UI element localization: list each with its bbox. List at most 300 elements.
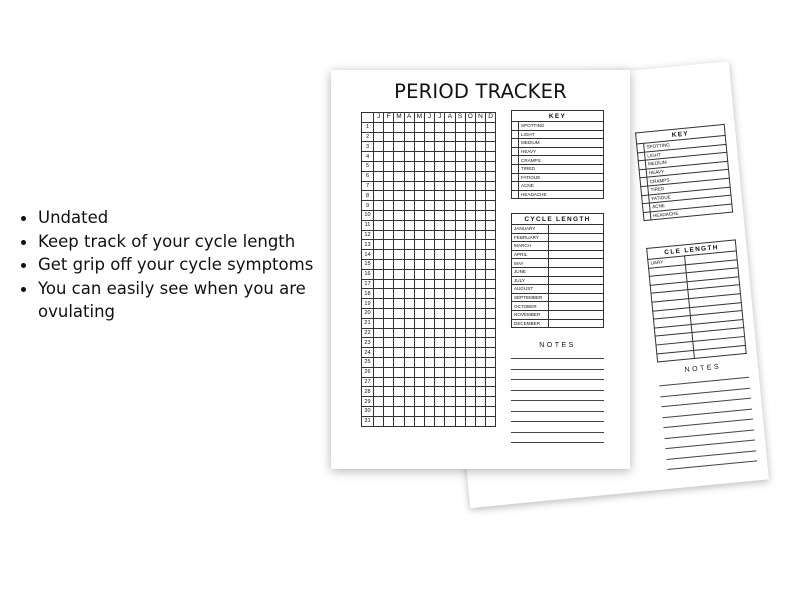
day-row: [362, 377, 496, 387]
day-cell: [374, 240, 384, 250]
day-number-cell: 4: [362, 152, 374, 162]
day-cell: [384, 357, 394, 367]
day-cell: [374, 220, 384, 230]
day-cell: [424, 181, 434, 191]
day-cell: [455, 250, 465, 260]
day-cell: [414, 171, 424, 181]
day-cell: [384, 220, 394, 230]
day-cell: [475, 161, 485, 171]
day-number-cell: 29: [362, 397, 374, 407]
day-cell: [404, 269, 414, 279]
day-cell: [414, 250, 424, 260]
day-number-cell: 11: [362, 220, 374, 230]
day-cell: [424, 348, 434, 358]
day-cell: [465, 289, 475, 299]
day-number-cell: 5: [362, 161, 374, 171]
list-row: [512, 147, 604, 156]
day-cell: [414, 367, 424, 377]
day-cell: [455, 201, 465, 211]
notes-line: [511, 358, 604, 359]
day-number-cell: 7: [362, 181, 374, 191]
month-label: FEBRUARY: [512, 233, 549, 242]
cycle-value-cell: [549, 267, 604, 276]
day-cell: [486, 377, 496, 387]
day-cell: [455, 357, 465, 367]
day-number-cell: 12: [362, 230, 374, 240]
month-header-cell: A: [445, 113, 455, 123]
day-number-cell: 24: [362, 348, 374, 358]
day-cell: [465, 259, 475, 269]
day-cell: [394, 318, 404, 328]
day-cell: [475, 250, 485, 260]
day-cell: [465, 308, 475, 318]
day-cell: [455, 397, 465, 407]
day-number-cell: 14: [362, 250, 374, 260]
day-cell: [455, 377, 465, 387]
day-cell: [384, 240, 394, 250]
day-cell: [475, 210, 485, 220]
cycle-value-cell: [549, 242, 604, 251]
day-cell: [404, 289, 414, 299]
day-cell: [486, 181, 496, 191]
day-cell: [374, 348, 384, 358]
day-cell: [394, 240, 404, 250]
day-cell: [455, 367, 465, 377]
day-cell: [475, 171, 485, 181]
notes-line: [662, 408, 752, 418]
day-cell: [414, 210, 424, 220]
notes-line: [511, 421, 604, 422]
day-cell: [394, 210, 404, 220]
day-cell: [404, 161, 414, 171]
day-cell: [394, 161, 404, 171]
day-cell: [486, 328, 496, 338]
month-row: [512, 242, 604, 251]
day-cell: [404, 259, 414, 269]
month-label: SEPTEMBER: [512, 293, 549, 302]
back-notes-title: NOTES: [684, 363, 722, 374]
day-cell: [455, 406, 465, 416]
day-cell: [384, 250, 394, 260]
day-cell: [414, 397, 424, 407]
notes-line: [666, 450, 756, 460]
day-cell: [414, 357, 424, 367]
day-cell: [465, 357, 475, 367]
cycle-value-cell: [549, 293, 604, 302]
day-cell: [445, 122, 455, 132]
day-number-cell: 9: [362, 201, 374, 211]
day-cell: [445, 406, 455, 416]
marker-cell: [512, 122, 519, 131]
day-cell: [384, 279, 394, 289]
day-cell: [374, 201, 384, 211]
day-cell: [475, 299, 485, 309]
cycle-value-cell: [549, 233, 604, 242]
day-cell: [404, 328, 414, 338]
list-row: [512, 130, 604, 139]
day-cell: [374, 142, 384, 152]
cycle-value-cell: [549, 259, 604, 268]
day-cell: [394, 142, 404, 152]
day-cell: [455, 152, 465, 162]
day-cell: [486, 250, 496, 260]
day-cell: [394, 220, 404, 230]
day-row: [362, 161, 496, 171]
month-label: APRIL: [512, 250, 549, 259]
month-header-cell: A: [404, 113, 414, 123]
day-cell: [475, 279, 485, 289]
day-cell: [404, 318, 414, 328]
day-cell: [445, 161, 455, 171]
month-row: [512, 319, 604, 328]
day-cell: [384, 348, 394, 358]
day-row: [362, 406, 496, 416]
day-cell: [465, 279, 475, 289]
day-row: [362, 250, 496, 260]
day-cell: [445, 220, 455, 230]
day-cell: [394, 299, 404, 309]
day-row: [362, 387, 496, 397]
day-cell: [455, 348, 465, 358]
day-number-cell: 26: [362, 367, 374, 377]
day-cell: [435, 201, 445, 211]
day-cell: [445, 181, 455, 191]
day-cell: [374, 299, 384, 309]
day-cell: [424, 230, 434, 240]
month-label: UARY: [648, 256, 686, 268]
day-cell: [424, 406, 434, 416]
day-row: [362, 348, 496, 358]
day-cell: [445, 152, 455, 162]
day-cell: [414, 328, 424, 338]
row-label: LIGHT: [644, 144, 726, 160]
day-cell: [384, 328, 394, 338]
day-row: [362, 210, 496, 220]
day-cell: [424, 259, 434, 269]
day-cell: [486, 357, 496, 367]
day-cell: [455, 279, 465, 289]
row-label: SPOTTING: [519, 122, 604, 131]
day-cell: [475, 377, 485, 387]
day-cell: [394, 279, 404, 289]
day-cell: [404, 220, 414, 230]
day-cell: [475, 220, 485, 230]
day-cell: [486, 299, 496, 309]
day-cell: [404, 250, 414, 260]
day-cell: [424, 357, 434, 367]
day-cell: [475, 416, 485, 426]
day-cell: [475, 152, 485, 162]
day-cell: [445, 269, 455, 279]
notes-line: [660, 387, 750, 397]
day-cell: [424, 328, 434, 338]
day-cell: [475, 142, 485, 152]
day-cell: [394, 357, 404, 367]
table-heading: CYCLE LENGTH: [512, 214, 604, 225]
day-cell: [455, 240, 465, 250]
day-cell: [414, 308, 424, 318]
day-cell: [435, 397, 445, 407]
day-cell: [404, 377, 414, 387]
day-cell: [486, 308, 496, 318]
notes-line: [659, 377, 749, 387]
day-cell: [445, 397, 455, 407]
day-cell: [435, 279, 445, 289]
day-cell: [404, 308, 414, 318]
day-number-cell: 2: [362, 132, 374, 142]
day-cell: [414, 406, 424, 416]
day-cell: [465, 132, 475, 142]
day-cell: [384, 210, 394, 220]
day-cell: [394, 269, 404, 279]
day-cell: [435, 299, 445, 309]
day-cell: [384, 367, 394, 377]
cycle-value-cell: [549, 285, 604, 294]
day-cell: [404, 210, 414, 220]
day-cell: [486, 171, 496, 181]
day-row: [362, 142, 496, 152]
day-cell: [435, 161, 445, 171]
day-cell: [414, 142, 424, 152]
day-cell: [414, 201, 424, 211]
day-cell: [424, 377, 434, 387]
day-number-cell: 8: [362, 191, 374, 201]
day-cell: [374, 387, 384, 397]
day-cell: [475, 191, 485, 201]
day-cell: [404, 348, 414, 358]
day-cell: [394, 367, 404, 377]
back-cycle-table: [646, 239, 747, 362]
day-cell: [455, 230, 465, 240]
day-number-cell: 23: [362, 338, 374, 348]
day-cell: [374, 230, 384, 240]
day-cell: [374, 181, 384, 191]
day-cell: [475, 367, 485, 377]
day-cell: [394, 122, 404, 132]
feature-item: Undated: [16, 206, 316, 230]
day-cell: [486, 406, 496, 416]
day-cell: [455, 328, 465, 338]
day-cell: [465, 338, 475, 348]
day-cell: [445, 259, 455, 269]
day-cell: [465, 220, 475, 230]
day-cell: [435, 181, 445, 191]
day-row: [362, 132, 496, 142]
day-cell: [384, 171, 394, 181]
day-row: [362, 416, 496, 426]
day-cell: [475, 387, 485, 397]
day-cell: [394, 416, 404, 426]
cycle-length-table: [511, 213, 604, 328]
day-cell: [486, 387, 496, 397]
day-cell: [424, 308, 434, 318]
day-cell: [414, 161, 424, 171]
day-cell: [465, 328, 475, 338]
day-cell: [394, 132, 404, 142]
month-header-cell: N: [475, 113, 485, 123]
day-cell: [475, 122, 485, 132]
day-row: [362, 357, 496, 367]
notes-line: [511, 369, 604, 370]
day-cell: [445, 279, 455, 289]
day-cell: [384, 289, 394, 299]
month-header-cell: O: [465, 113, 475, 123]
month-label: JULY: [512, 276, 549, 285]
list-row: [512, 156, 604, 165]
day-row: [362, 308, 496, 318]
notes-line: [511, 390, 604, 391]
day-cell: [435, 348, 445, 358]
day-cell: [394, 250, 404, 260]
month-header-cell: M: [394, 113, 404, 123]
day-cell: [465, 348, 475, 358]
day-cell: [374, 132, 384, 142]
day-cell: [404, 338, 414, 348]
day-cell: [475, 132, 485, 142]
day-cell: [424, 279, 434, 289]
day-cell: [424, 269, 434, 279]
notes-line: [664, 429, 754, 439]
day-cell: [445, 367, 455, 377]
marker-cell: [512, 190, 519, 199]
day-cell: [394, 152, 404, 162]
marker-cell: [512, 156, 519, 165]
feature-list: [16, 206, 316, 324]
list-row: [512, 122, 604, 131]
marker-cell: [512, 139, 519, 148]
day-cell: [414, 269, 424, 279]
month-header-cell: M: [414, 113, 424, 123]
month-row: [512, 259, 604, 268]
table-heading: KEY: [636, 124, 726, 143]
day-cell: [374, 279, 384, 289]
notes-line: [663, 419, 753, 429]
day-cell: [404, 171, 414, 181]
day-cell: [404, 152, 414, 162]
day-cell: [475, 259, 485, 269]
day-cell: [486, 201, 496, 211]
month-row: [512, 285, 604, 294]
day-cell: [384, 152, 394, 162]
day-cell: [455, 318, 465, 328]
day-cell: [455, 308, 465, 318]
day-cell: [424, 289, 434, 299]
day-row: [362, 279, 496, 289]
day-cell: [384, 377, 394, 387]
day-cell: [424, 299, 434, 309]
day-cell: [445, 201, 455, 211]
feature-item: Keep track of your cycle length: [16, 230, 316, 254]
day-cell: [435, 387, 445, 397]
day-cell: [475, 318, 485, 328]
day-number-cell: 18: [362, 289, 374, 299]
day-cell: [465, 387, 475, 397]
row-label: CRAMPS: [647, 170, 729, 186]
month-row: [512, 267, 604, 276]
day-cell: [445, 142, 455, 152]
day-row: [362, 318, 496, 328]
month-label: JANUARY: [512, 225, 549, 234]
day-cell: [435, 269, 445, 279]
day-cell: [404, 191, 414, 201]
day-cell: [384, 406, 394, 416]
day-cell: [445, 230, 455, 240]
day-cell: [455, 181, 465, 191]
month-row: [512, 250, 604, 259]
list-row: [512, 190, 604, 199]
day-cell: [486, 367, 496, 377]
month-header-cell: S: [455, 113, 465, 123]
day-cell: [445, 132, 455, 142]
day-cell: [445, 240, 455, 250]
day-cell: [374, 328, 384, 338]
cycle-value-cell: [549, 276, 604, 285]
day-number-cell: 17: [362, 279, 374, 289]
marker-cell: [512, 173, 519, 182]
day-cell: [414, 259, 424, 269]
day-cell: [404, 416, 414, 426]
day-number-cell: 6: [362, 171, 374, 181]
list-row: [512, 173, 604, 182]
day-cell: [465, 142, 475, 152]
day-cell: [435, 416, 445, 426]
day-cell: [445, 348, 455, 358]
day-cell: [424, 416, 434, 426]
day-number-cell: 31: [362, 416, 374, 426]
day-cell: [384, 387, 394, 397]
day-cell: [404, 357, 414, 367]
day-cell: [374, 171, 384, 181]
month-label: MARCH: [512, 242, 549, 251]
row-label: ACNE: [649, 195, 731, 211]
day-cell: [435, 122, 445, 132]
day-cell: [445, 289, 455, 299]
day-number-cell: 30: [362, 406, 374, 416]
day-number-cell: 27: [362, 377, 374, 387]
day-cell: [435, 230, 445, 240]
day-cell: [445, 210, 455, 220]
day-cell: [374, 259, 384, 269]
day-cell: [486, 161, 496, 171]
day-cell: [414, 181, 424, 191]
day-cell: [424, 338, 434, 348]
day-cell: [465, 406, 475, 416]
day-cell: [486, 142, 496, 152]
day-cell: [424, 220, 434, 230]
day-row: [362, 299, 496, 309]
day-cell: [435, 171, 445, 181]
day-cell: [465, 416, 475, 426]
day-cell: [445, 328, 455, 338]
day-row: [362, 397, 496, 407]
day-month-grid: [361, 112, 496, 427]
day-cell: [445, 338, 455, 348]
day-cell: [465, 122, 475, 132]
month-row: [512, 276, 604, 285]
day-cell: [486, 240, 496, 250]
day-cell: [486, 338, 496, 348]
month-label: OCTOBER: [512, 302, 549, 311]
day-cell: [384, 299, 394, 309]
day-cell: [404, 142, 414, 152]
day-cell: [424, 171, 434, 181]
day-cell: [384, 338, 394, 348]
day-number-cell: 19: [362, 299, 374, 309]
day-cell: [465, 210, 475, 220]
day-cell: [486, 269, 496, 279]
day-cell: [424, 210, 434, 220]
day-cell: [475, 397, 485, 407]
